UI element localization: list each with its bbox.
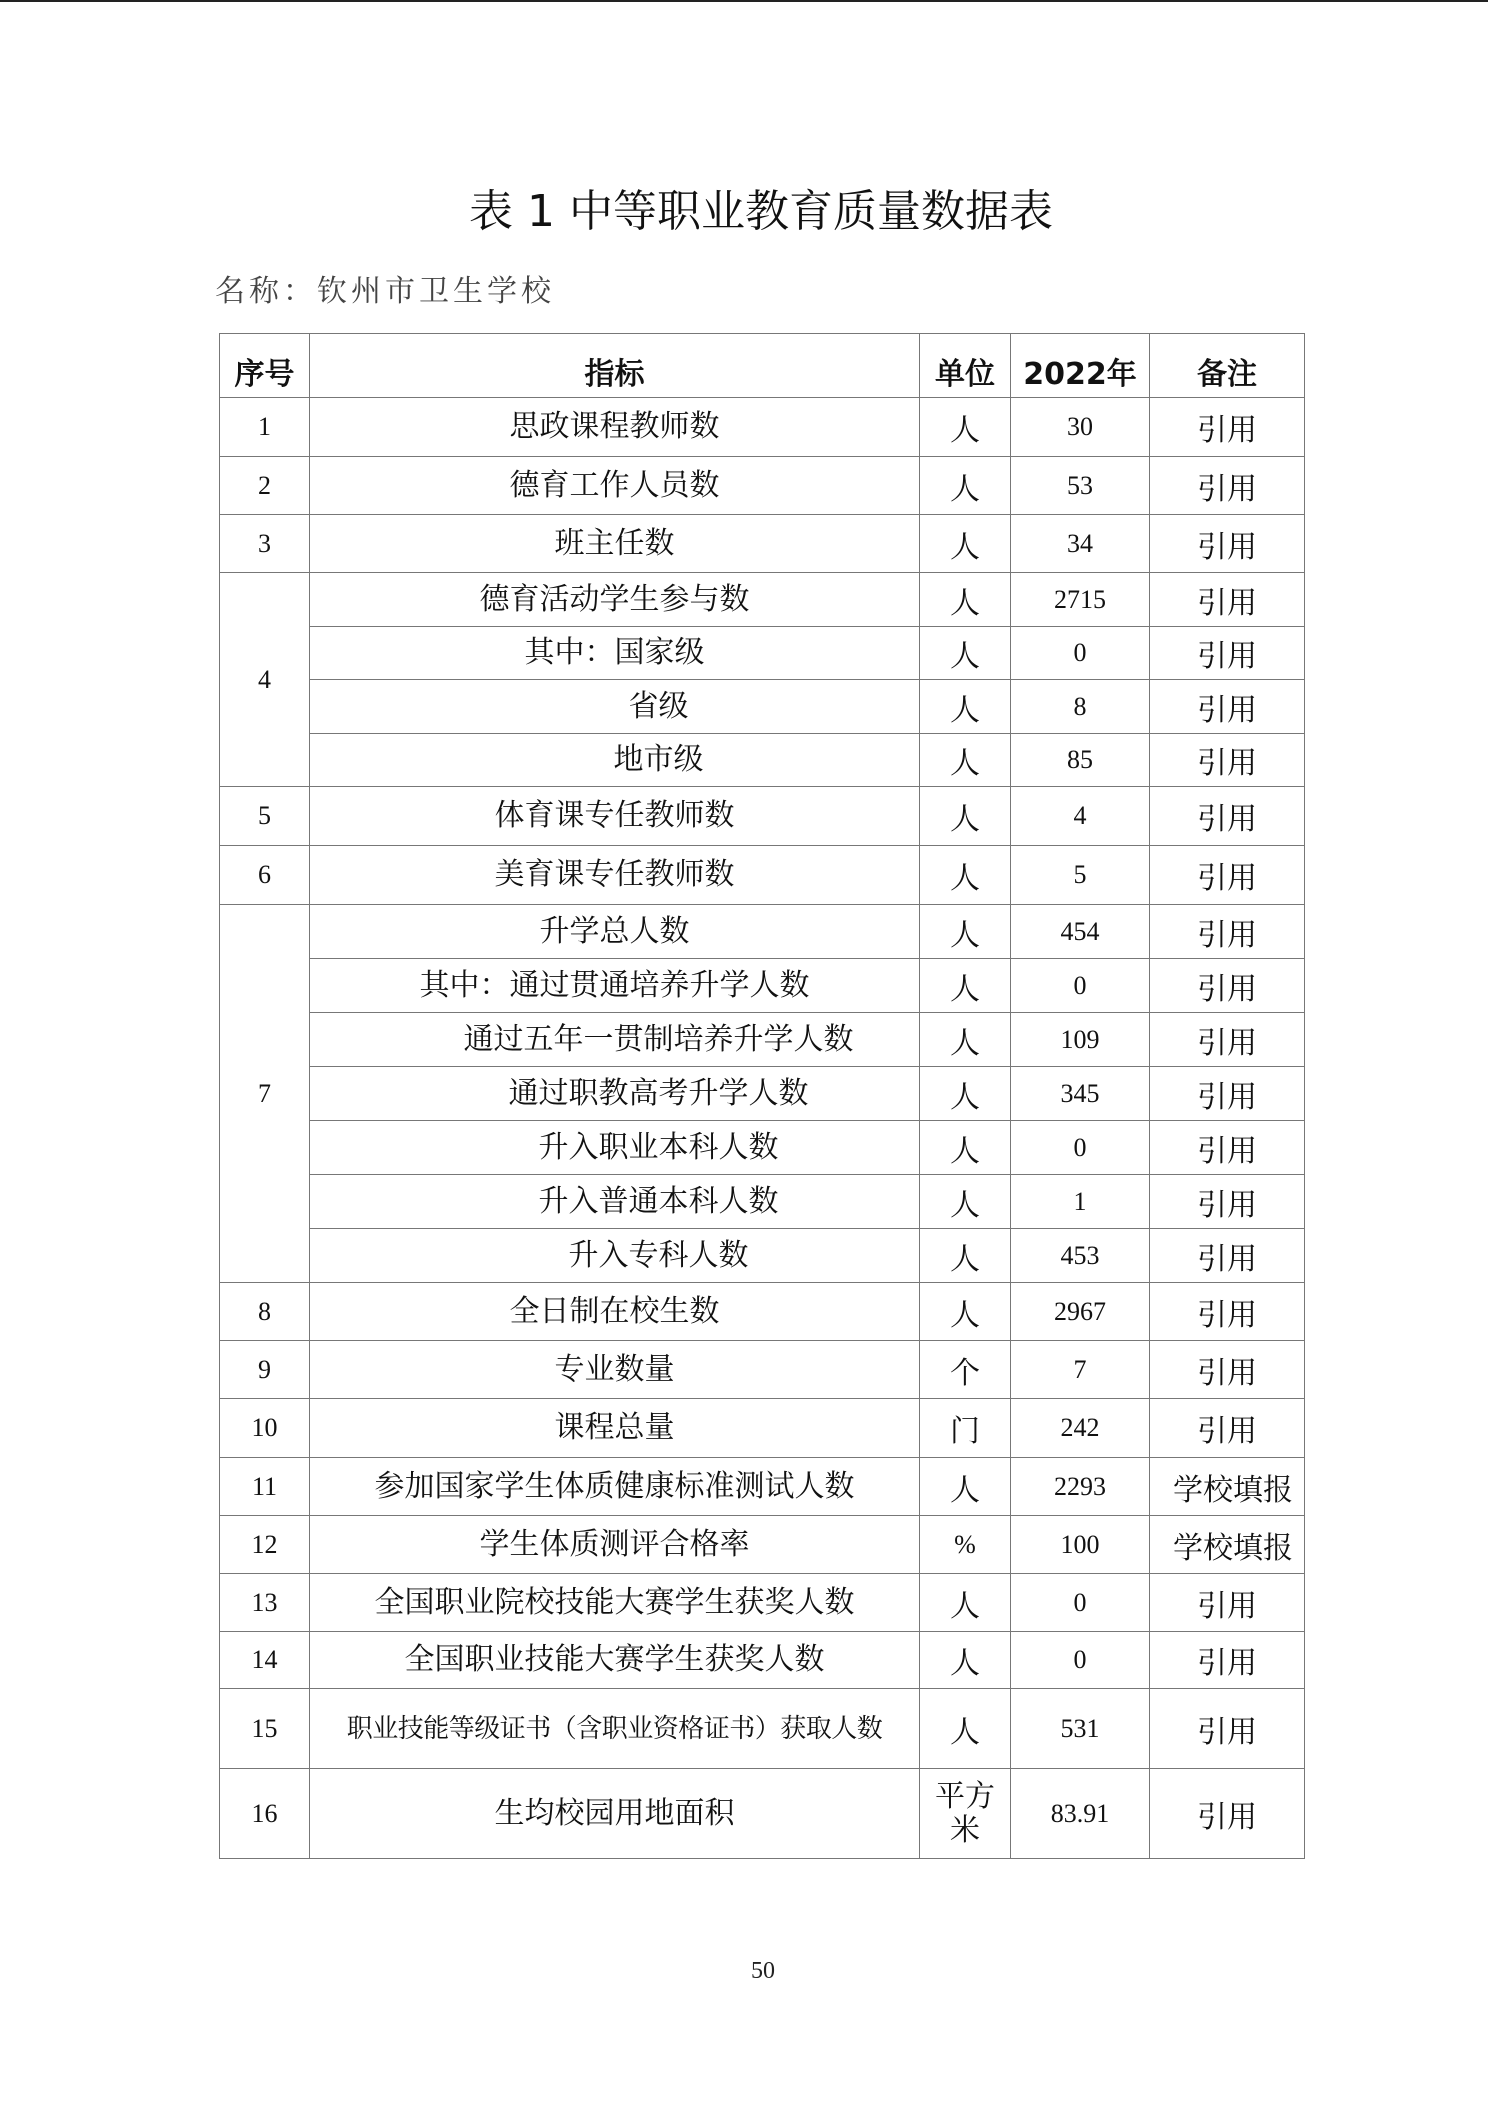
indicator-cell: 职业技能等级证书（含职业资格证书）获取人数 — [310, 1689, 920, 1769]
remark-cell: 引用 — [1150, 734, 1305, 787]
value-cell: 8 — [1011, 680, 1150, 734]
value-cell: 30 — [1011, 398, 1150, 457]
value-cell: 345 — [1011, 1067, 1150, 1121]
seq-cell: 13 — [220, 1574, 310, 1632]
unit-cell: 人 — [920, 1013, 1011, 1067]
remark-cell: 引用 — [1150, 1399, 1305, 1458]
value-cell: 0 — [1011, 1121, 1150, 1175]
unit-cell: 门 — [920, 1399, 1011, 1458]
table-row — [220, 1283, 1305, 1341]
table-row — [220, 1516, 1305, 1574]
seq-cell: 9 — [220, 1341, 310, 1399]
seq-cell: 16 — [220, 1769, 310, 1859]
unit-cell: 人 — [920, 846, 1011, 905]
indicator-cell: 生均校园用地面积 — [310, 1769, 920, 1859]
indicator-cell: 专业数量 — [310, 1341, 920, 1399]
unit-cell: 人 — [920, 457, 1011, 515]
indicator-cell: 其中：国家级 — [310, 627, 920, 680]
remark-cell: 引用 — [1150, 1574, 1305, 1632]
value-cell: 2715 — [1011, 573, 1150, 627]
remark-cell: 引用 — [1150, 1283, 1305, 1341]
unit-cell: 人 — [920, 1574, 1011, 1632]
remark-cell: 引用 — [1150, 905, 1305, 959]
indicator-cell: 课程总量 — [310, 1399, 920, 1458]
unit-cell: 人 — [920, 1283, 1011, 1341]
indicator-cell: 学生体质测评合格率 — [310, 1516, 920, 1574]
table-row — [220, 1458, 1305, 1516]
unit-cell: 人 — [920, 515, 1011, 573]
table-row — [220, 1632, 1305, 1689]
remark-cell: 学校填报 — [1150, 1516, 1305, 1574]
table-row — [220, 905, 1305, 959]
indicator-cell: 德育工作人员数 — [310, 457, 920, 515]
value-cell: 7 — [1011, 1341, 1150, 1399]
unit-cell: 人 — [920, 1175, 1011, 1229]
table-row — [220, 734, 1305, 787]
header-indicator: 指标 — [310, 334, 920, 398]
table-header-row — [220, 334, 1305, 398]
remark-cell: 引用 — [1150, 1769, 1305, 1859]
value-cell: 109 — [1011, 1013, 1150, 1067]
value-cell: 5 — [1011, 846, 1150, 905]
unit-text: 平方米 — [935, 1778, 995, 1848]
value-cell: 85 — [1011, 734, 1150, 787]
indicator-cell: 德育活动学生参与数 — [310, 573, 920, 627]
table-row — [220, 846, 1305, 905]
remark-cell: 引用 — [1150, 1341, 1305, 1399]
value-cell: 4 — [1011, 787, 1150, 846]
value-cell: 531 — [1011, 1689, 1150, 1769]
indicator-cell: 全国职业技能大赛学生获奖人数 — [310, 1632, 920, 1689]
indicator-cell: 省级 — [310, 680, 920, 734]
seq-cell: 15 — [220, 1689, 310, 1769]
table-row — [220, 627, 1305, 680]
page-top-border — [0, 0, 1488, 2]
table-row — [220, 787, 1305, 846]
indicator-cell: 其中：通过贯通培养升学人数 — [310, 959, 920, 1013]
value-cell: 0 — [1011, 1632, 1150, 1689]
unit-cell: 人 — [920, 959, 1011, 1013]
table-row — [220, 1229, 1305, 1283]
seq-cell: 5 — [220, 787, 310, 846]
table-row — [220, 680, 1305, 734]
unit-cell: 人 — [920, 787, 1011, 846]
unit-cell — [920, 1769, 1011, 1859]
quality-data-table — [219, 333, 1305, 1859]
seq-cell: 1 — [220, 398, 310, 457]
remark-cell: 引用 — [1150, 1689, 1305, 1769]
value-cell: 453 — [1011, 1229, 1150, 1283]
indicator-cell: 升入专科人数 — [310, 1229, 920, 1283]
remark-cell: 引用 — [1150, 1013, 1305, 1067]
unit-cell: 个 — [920, 1341, 1011, 1399]
unit-cell: 人 — [920, 398, 1011, 457]
value-cell: 0 — [1011, 1574, 1150, 1632]
remark-cell: 引用 — [1150, 1229, 1305, 1283]
table-row — [220, 1121, 1305, 1175]
unit-cell: 人 — [920, 1632, 1011, 1689]
remark-cell: 引用 — [1150, 1067, 1305, 1121]
indicator-cell: 升入普通本科人数 — [310, 1175, 920, 1229]
unit-cell: 人 — [920, 573, 1011, 627]
value-cell: 242 — [1011, 1399, 1150, 1458]
remark-cell: 引用 — [1150, 515, 1305, 573]
header-year: 2022年 — [1011, 334, 1150, 398]
indicator-cell: 通过职教高考升学人数 — [310, 1067, 920, 1121]
remark-cell: 引用 — [1150, 627, 1305, 680]
unit-cell: 人 — [920, 1229, 1011, 1283]
value-cell: 34 — [1011, 515, 1150, 573]
value-cell: 100 — [1011, 1516, 1150, 1574]
unit-cell: % — [920, 1516, 1011, 1574]
table-row — [220, 1769, 1305, 1859]
indicator-cell: 参加国家学生体质健康标准测试人数 — [310, 1458, 920, 1516]
seq-cell: 6 — [220, 846, 310, 905]
seq-cell: 2 — [220, 457, 310, 515]
table-row — [220, 573, 1305, 627]
seq-cell: 8 — [220, 1283, 310, 1341]
unit-cell: 人 — [920, 905, 1011, 959]
remark-cell: 引用 — [1150, 1632, 1305, 1689]
indicator-cell: 体育课专任教师数 — [310, 787, 920, 846]
table-row — [220, 457, 1305, 515]
table-row — [220, 1341, 1305, 1399]
remark-cell: 引用 — [1150, 457, 1305, 515]
table-row — [220, 1399, 1305, 1458]
remark-cell: 学校填报 — [1150, 1458, 1305, 1516]
indicator-cell: 美育课专任教师数 — [310, 846, 920, 905]
indicator-cell: 升学总人数 — [310, 905, 920, 959]
table-row — [220, 959, 1305, 1013]
remark-cell: 引用 — [1150, 787, 1305, 846]
value-cell: 0 — [1011, 959, 1150, 1013]
remark-cell: 引用 — [1150, 680, 1305, 734]
table-row — [220, 1013, 1305, 1067]
header-unit: 单位 — [920, 334, 1011, 398]
table-row — [220, 1574, 1305, 1632]
table-row — [220, 398, 1305, 457]
header-seq: 序号 — [220, 334, 310, 398]
page-number: 50 — [751, 1958, 775, 1984]
remark-cell: 引用 — [1150, 846, 1305, 905]
remark-cell: 引用 — [1150, 1175, 1305, 1229]
value-cell: 2967 — [1011, 1283, 1150, 1341]
table-row — [220, 1067, 1305, 1121]
indicator-cell: 全国职业院校技能大赛学生获奖人数 — [310, 1574, 920, 1632]
seq-cell: 4 — [220, 573, 310, 787]
remark-cell: 引用 — [1150, 1121, 1305, 1175]
indicator-cell: 全日制在校生数 — [310, 1283, 920, 1341]
unit-cell: 人 — [920, 627, 1011, 680]
remark-cell: 引用 — [1150, 398, 1305, 457]
unit-cell: 人 — [920, 1689, 1011, 1769]
remark-cell: 引用 — [1150, 959, 1305, 1013]
table-row — [220, 1175, 1305, 1229]
unit-cell: 人 — [920, 1067, 1011, 1121]
seq-cell: 11 — [220, 1458, 310, 1516]
seq-cell: 10 — [220, 1399, 310, 1458]
value-cell: 83.91 — [1011, 1769, 1150, 1859]
unit-cell: 人 — [920, 680, 1011, 734]
seq-cell: 7 — [220, 905, 310, 1283]
school-name-label: 名称：钦州市卫生学校 — [215, 274, 555, 309]
value-cell: 2293 — [1011, 1458, 1150, 1516]
indicator-cell: 思政课程教师数 — [310, 398, 920, 457]
unit-cell: 人 — [920, 1121, 1011, 1175]
seq-cell: 12 — [220, 1516, 310, 1574]
table-row — [220, 515, 1305, 573]
value-cell: 0 — [1011, 627, 1150, 680]
remark-cell: 引用 — [1150, 573, 1305, 627]
seq-cell: 3 — [220, 515, 310, 573]
value-cell: 1 — [1011, 1175, 1150, 1229]
indicator-cell: 升入职业本科人数 — [310, 1121, 920, 1175]
seq-cell: 14 — [220, 1632, 310, 1689]
table-row — [220, 1689, 1305, 1769]
page-title: 表 1 中等职业教育质量数据表 — [469, 186, 1053, 237]
indicator-cell: 通过五年一贯制培养升学人数 — [310, 1013, 920, 1067]
value-cell: 454 — [1011, 905, 1150, 959]
indicator-cell: 地市级 — [310, 734, 920, 787]
unit-cell: 人 — [920, 1458, 1011, 1516]
indicator-cell: 班主任数 — [310, 515, 920, 573]
header-remark: 备注 — [1150, 334, 1305, 398]
unit-cell: 人 — [920, 734, 1011, 787]
value-cell: 53 — [1011, 457, 1150, 515]
